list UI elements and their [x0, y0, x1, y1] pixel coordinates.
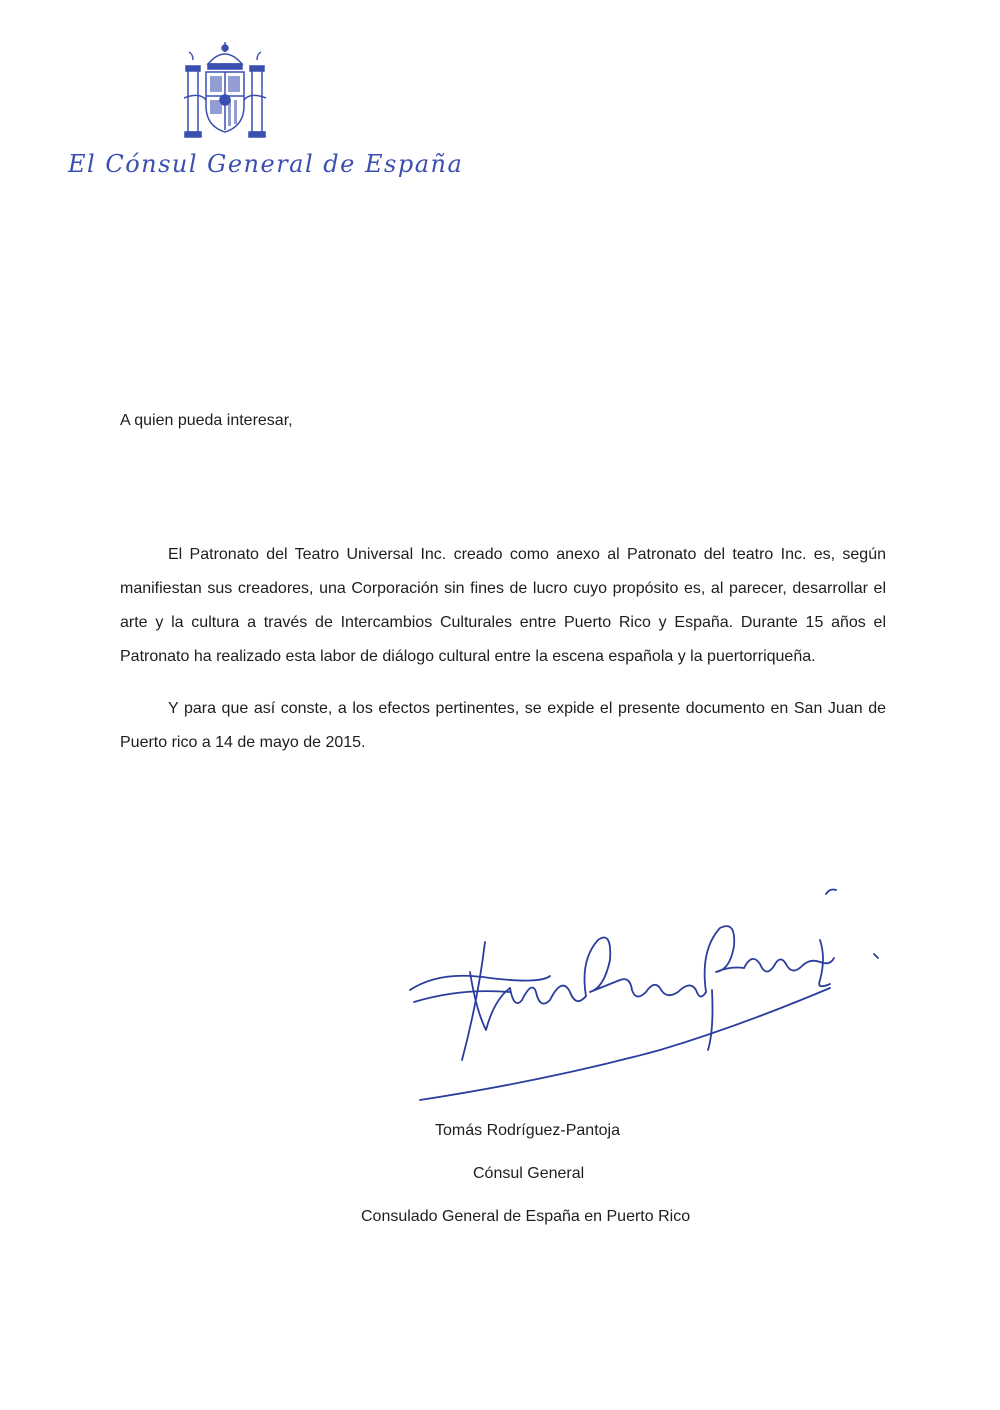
signatory-office: Consulado General de España en Puerto Rico — [361, 1208, 691, 1225]
signature-icon — [400, 880, 900, 1110]
letter-body — [120, 538, 886, 760]
signatory-name: Tomás Rodríguez-Pantoja — [435, 1122, 620, 1139]
paragraph-2: Y para que así conste, a los efectos pertinentes, se expide el presente documento en San Juan de Puerto rico a 14 de mayo de 2015. — [120, 700, 886, 751]
paragraph-1: El Patronato del Teatro Universal Inc. creado como anexo al Patronato del teatro Inc. es, según manifiestan sus creadores, una Corporación sin fines de lucro cuyo propósito es, al parecer, desarrollar el arte y la cultura a través de Intercambios Culturales entre Puerto Rico y España. Durante 15 años el Patronato ha realizado esta labor de diálogo cultural entre la escena española y la puertorriqueña. — [120, 546, 886, 665]
signature-block — [300, 1120, 760, 1249]
coat-of-arms-icon — [180, 40, 270, 140]
consul-general-title: El Cónsul General de España — [68, 150, 464, 178]
signatory-position: Cónsul General — [473, 1165, 585, 1182]
salutation: A quien pueda interesar, — [120, 412, 293, 429]
